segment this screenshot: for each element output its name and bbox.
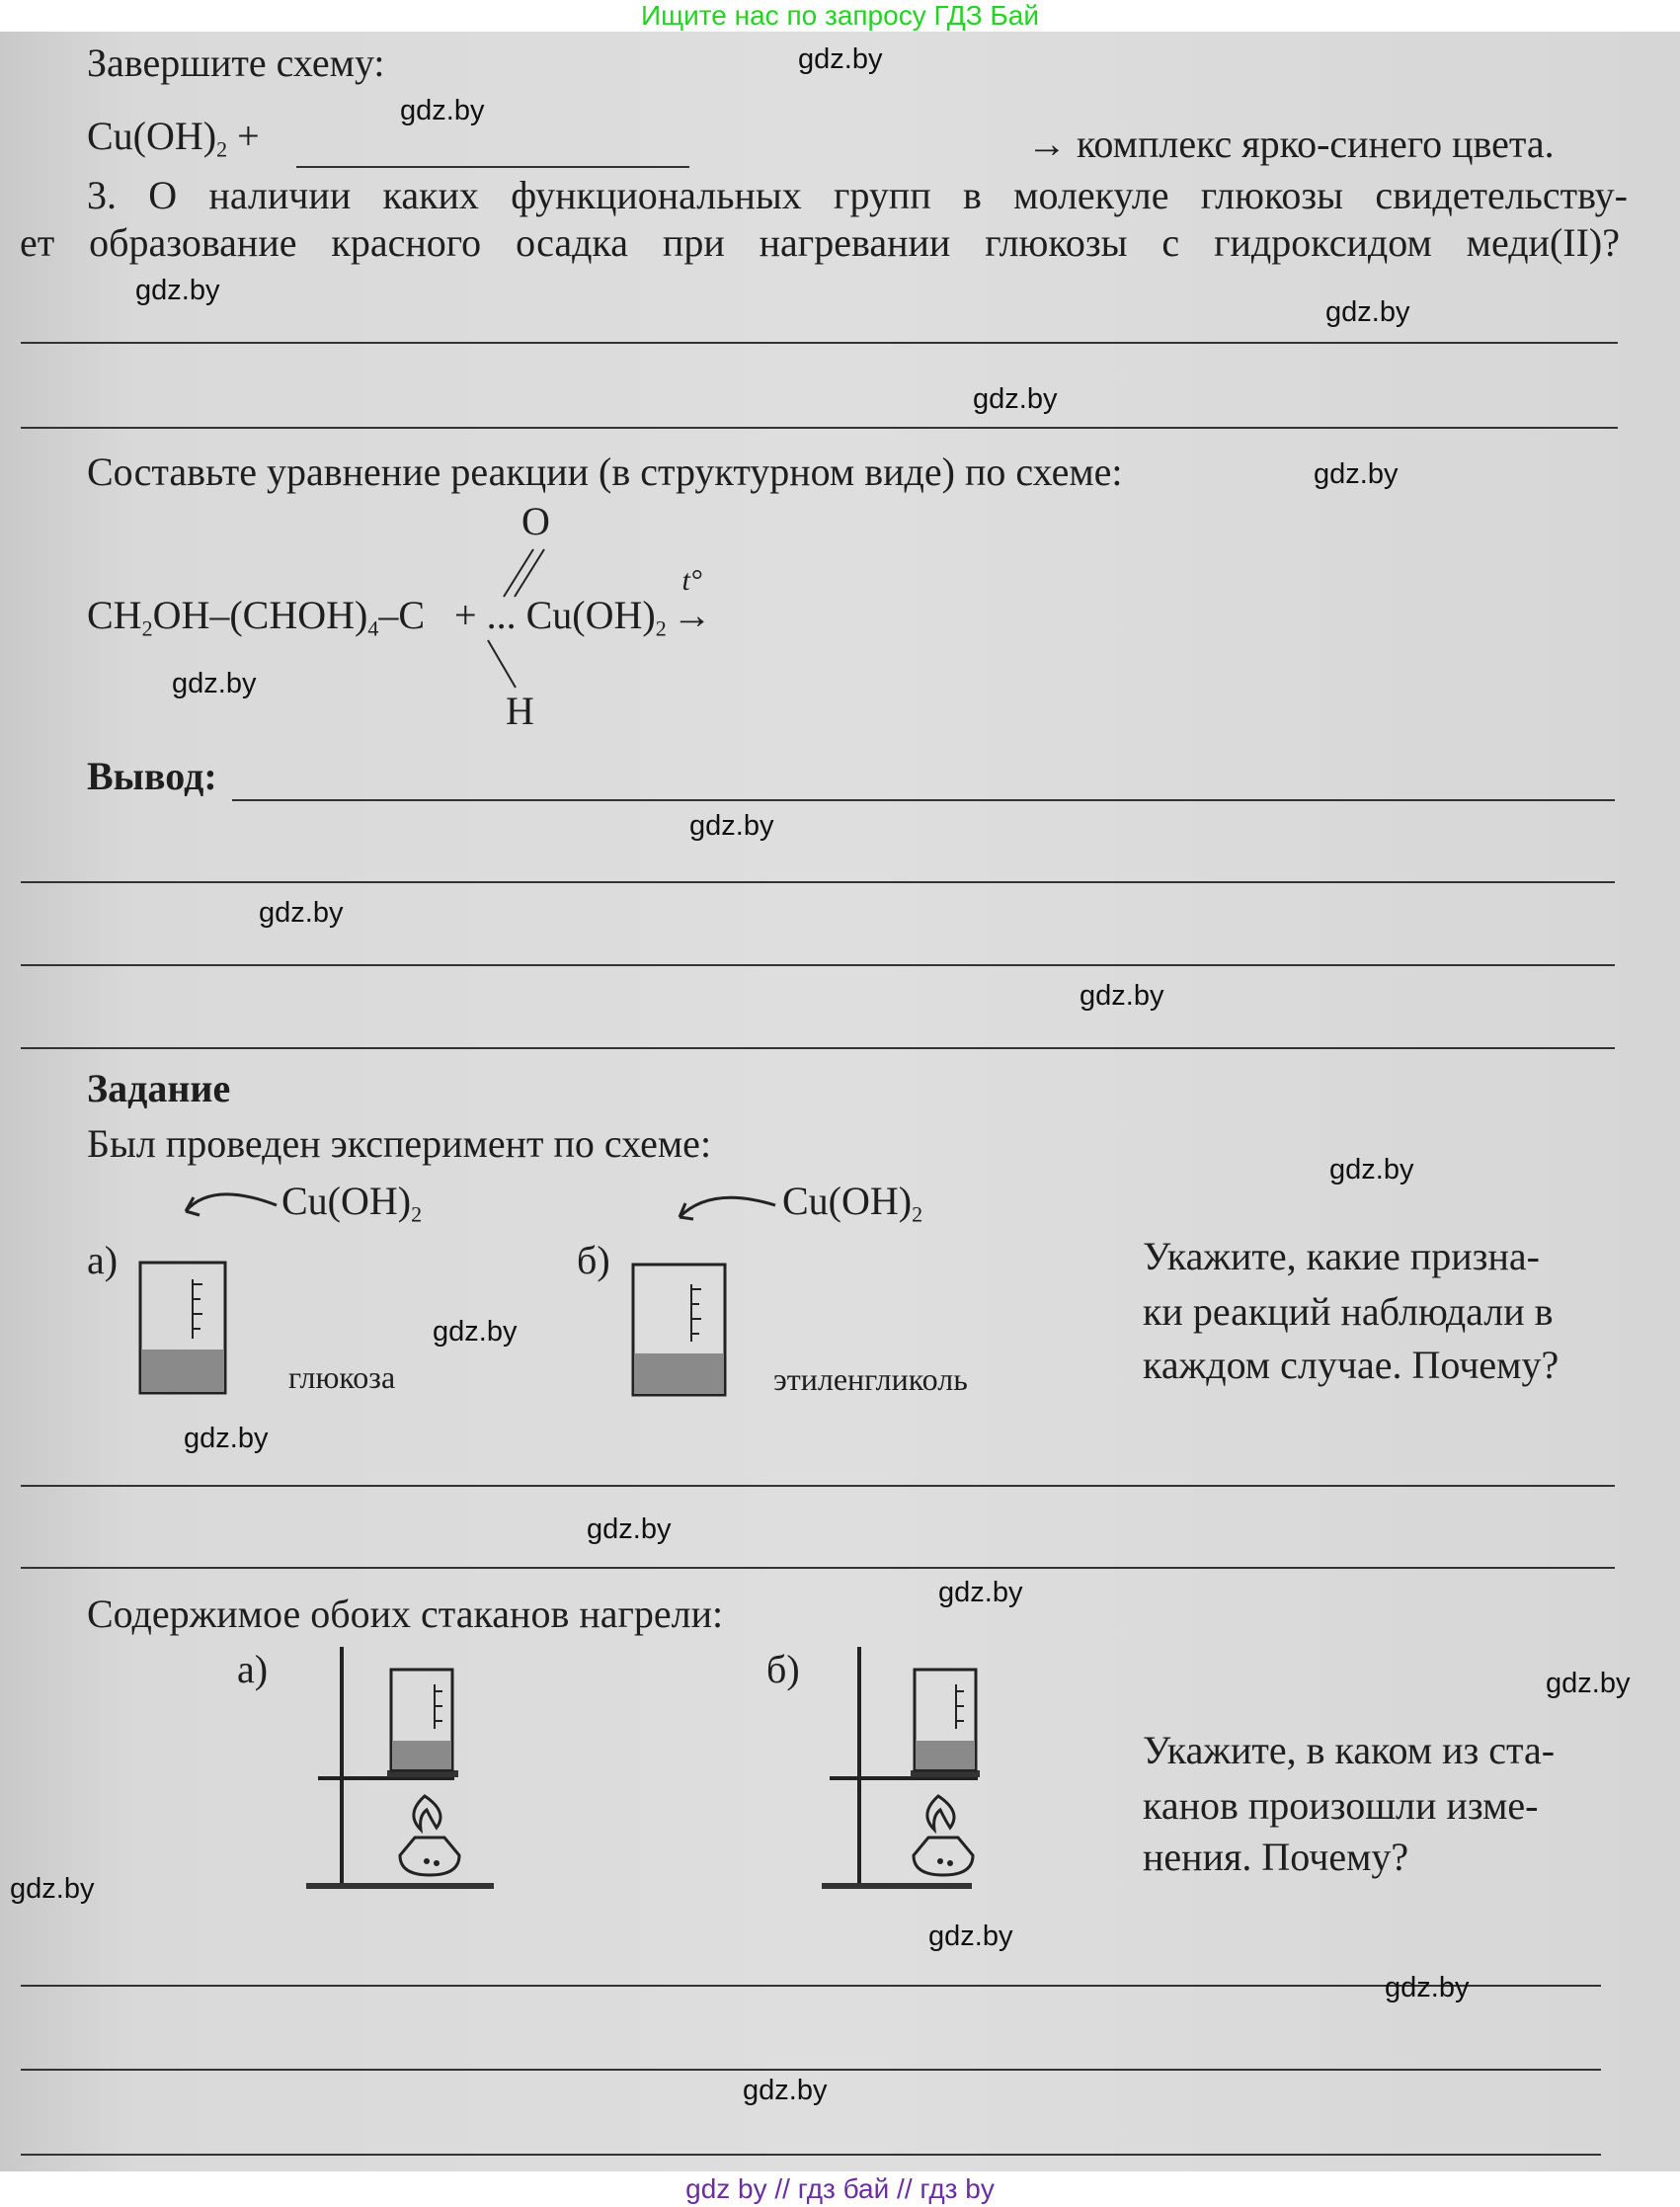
answer-line[interactable] xyxy=(21,1985,1601,1987)
scheme-reactant xyxy=(87,114,260,162)
answer-line[interactable] xyxy=(21,427,1618,429)
cu-oh-text: Cu(OH) xyxy=(87,114,217,158)
subscript: 2 xyxy=(912,1201,923,1227)
task-title: Задание xyxy=(87,1066,231,1110)
label-b: б) xyxy=(577,1238,610,1282)
watermark: gdz.by xyxy=(938,1577,1023,1608)
plus-sign: + xyxy=(237,114,260,158)
answer-line[interactable] xyxy=(21,2154,1601,2156)
heat-label-b: б) xyxy=(766,1647,800,1691)
complete-scheme-heading: Завершите схему: xyxy=(87,41,385,85)
watermark: gdz.by xyxy=(798,43,883,75)
watermark: gdz.by xyxy=(1329,1154,1414,1185)
scheme-product: → комплекс ярко-синего цвета. xyxy=(1027,122,1555,166)
watermark: gdz.by xyxy=(928,1921,1013,1952)
formula-part: OH–(CHOH) xyxy=(152,593,368,637)
label-a: а) xyxy=(87,1238,119,1282)
reagent-a xyxy=(281,1179,423,1227)
watermark: gdz.by xyxy=(1080,980,1164,1012)
answer-line[interactable] xyxy=(21,1485,1615,1487)
hydrogen-atom: H xyxy=(506,689,534,733)
answer-line[interactable] xyxy=(21,342,1618,344)
answer-line[interactable] xyxy=(21,2069,1601,2071)
watermark: gdz.by xyxy=(10,1873,95,1905)
heating-illustration xyxy=(0,0,1,1)
heated-heading: Содержимое обоих стаканов нагрели: xyxy=(87,1592,724,1636)
watermark: gdz.by xyxy=(400,95,485,126)
formula-part: + ... Cu(OH) xyxy=(454,593,656,637)
answer-line[interactable] xyxy=(21,881,1615,883)
substance-b-label: этиленгликоль xyxy=(773,1361,968,1397)
subscript: 2 xyxy=(141,615,153,641)
watermark: gdz.by xyxy=(743,2075,828,2106)
question3-line2: ет образование красного осадка при нагревании глюкозы с гидроксидом меди(II)? xyxy=(20,220,1620,265)
question3-line1: 3. О наличии каких функциональных групп в молекуле глюкозы свидетельству- xyxy=(87,173,1628,217)
subscript: 2 xyxy=(216,136,228,162)
watermark: gdz.by xyxy=(184,1423,269,1454)
watermark: gdz.by xyxy=(1314,458,1399,490)
watermark: gdz.by xyxy=(433,1316,518,1348)
answer-line[interactable] xyxy=(21,1047,1615,1049)
reaction-arrow-group xyxy=(673,566,712,635)
search-banner[interactable]: Ищите нас по запросу ГДЗ Бай xyxy=(640,0,1040,31)
conclusion-line[interactable] xyxy=(232,799,1615,801)
question1-line: ки реакций наблюдали в xyxy=(1143,1289,1554,1334)
question2-line: Укажите, в каком из ста- xyxy=(1143,1728,1556,1772)
watermark: gdz.by xyxy=(259,897,344,929)
oxygen-atom: O xyxy=(521,499,550,543)
equation-prompt: Составьте уравнение реакции (в структурном виде) по схеме: xyxy=(87,450,1123,494)
watermark: gdz.by xyxy=(1546,1668,1631,1699)
footer-links[interactable]: gdz by // гдз бай // гдз by xyxy=(685,2173,995,2204)
subscript: 2 xyxy=(655,615,667,641)
watermark: gdz.by xyxy=(172,668,257,699)
reagent-b xyxy=(782,1179,923,1227)
watermark: gdz.by xyxy=(587,1513,672,1545)
cu-oh-text: Cu(OH) xyxy=(281,1179,412,1223)
watermark: gdz.by xyxy=(973,383,1058,415)
question1-line: каждом случае. Почему? xyxy=(1143,1343,1560,1387)
substance-a-label: глюкоза xyxy=(288,1359,396,1395)
workbook-page xyxy=(0,32,1680,2171)
subscript: 2 xyxy=(411,1201,423,1227)
formula-part: –C xyxy=(378,593,426,637)
scheme-answer-line[interactable] xyxy=(296,166,689,168)
watermark: gdz.by xyxy=(1385,1972,1470,2003)
question2-line: канов произошли изме- xyxy=(1143,1783,1539,1828)
watermark: gdz.by xyxy=(1325,296,1410,328)
watermark: gdz.by xyxy=(689,810,774,842)
temperature-label: t° xyxy=(681,564,702,597)
question1-line: Укажите, какие призна- xyxy=(1143,1234,1540,1278)
conclusion-label: Вывод: xyxy=(87,754,217,798)
question2-line: нения. Почему? xyxy=(1143,1835,1409,1879)
cu-oh-text: Cu(OH) xyxy=(782,1179,913,1223)
watermark: gdz.by xyxy=(135,275,220,306)
glucose-formula xyxy=(87,564,712,641)
subscript: 4 xyxy=(367,615,379,641)
answer-line[interactable] xyxy=(21,964,1615,966)
reaction-arrow: → xyxy=(672,593,712,637)
formula-part: CH xyxy=(87,593,142,637)
answer-line[interactable] xyxy=(21,1567,1615,1569)
heat-label-a: а) xyxy=(237,1647,269,1691)
task-intro: Был проведен эксперимент по схеме: xyxy=(87,1121,712,1166)
